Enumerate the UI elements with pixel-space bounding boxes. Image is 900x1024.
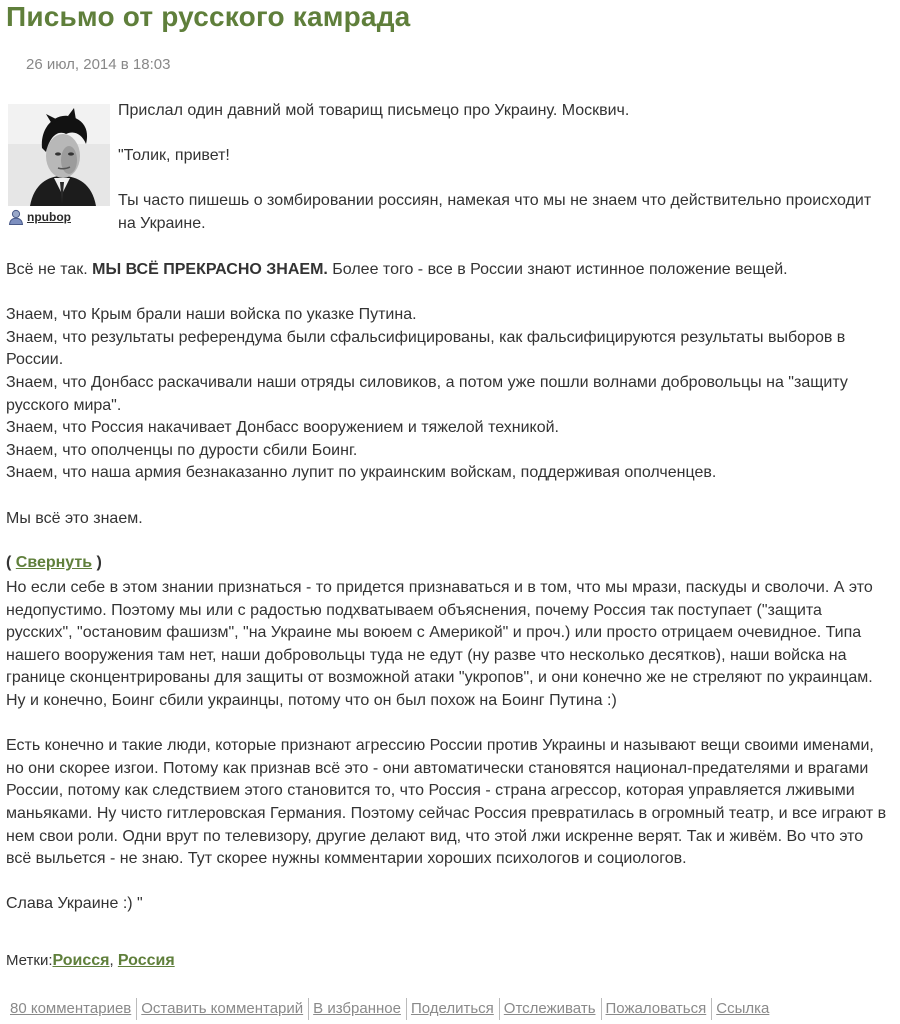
author-avatar[interactable]: [8, 104, 110, 206]
add-comment-link[interactable]: Оставить комментарий: [137, 998, 309, 1020]
permalink-link[interactable]: Ссылка: [716, 1000, 770, 1017]
knows-line: Знаем, что Донбасс раскачивали наши отряды силовиков, а потом уже пошли волнами добровольцы на "защиту русского мира".: [6, 373, 848, 414]
paragraph-a: Но если себе в этом знании признаться - то придется признаваться и в том, что мы мрази, паскуды и сволочи. А это недопустимо. Поэтому мы или с радостью подхватываем объяснения, почему Россия так поступает ("защита русских", "остановим фашизм", "на Украине мы воюем с Америкой" и проч.) или просто отрицаем очевидное. Типа нашего вооружения там нет, наши добровольцы туда не едут (ну разве что несколько десятков), наши войска на границе сконцентрированы для защиты от возможной атаки "укропов", и они конечно же не стреляют по украинцам. Ну и конечно, Боинг сбили украинцы, потому что он был похож на Боинг Путина :): [6, 579, 873, 709]
intro-plain: Всё не так.: [6, 261, 93, 278]
tag-link[interactable]: Россия: [117, 952, 175, 969]
collapse-toggle: ( Свернуть ): [6, 554, 102, 571]
user-icon: [8, 209, 24, 225]
knows-line: Знаем, что Крым брали наши войска по указке Путина.: [6, 306, 417, 324]
lead-line-2: "Толик, привет!: [118, 147, 230, 165]
closing-line: Слава Украине :) ": [6, 895, 143, 913]
knows-line: Знаем, что ополченцы по дурости сбили Боинг.: [6, 441, 358, 459]
tags-label: Метки:: [6, 952, 53, 969]
share-link[interactable]: Поделиться: [407, 998, 500, 1020]
intro-rest: Более того - все в России знают истинное положение вещей.: [327, 261, 788, 278]
author-link[interactable]: npubop: [27, 210, 71, 224]
author-line: [8, 209, 110, 225]
post-actions: [6, 998, 774, 1020]
track-link[interactable]: Отслеживать: [500, 998, 602, 1020]
all-know-line: Мы всё это знаем.: [6, 509, 143, 527]
tag-link[interactable]: Роисся: [52, 952, 110, 969]
intro-paragraph: [6, 259, 888, 282]
report-link[interactable]: Пожаловаться: [602, 998, 713, 1020]
knows-line: Знаем, что наша армия безнаказанно лупит по украинским войскам, поддерживая ополченцев.: [6, 464, 717, 482]
knows-line: Знаем, что результаты референдума были сфальсифицированы, как фальсифицируются результаты выборов в России.: [6, 328, 846, 369]
author-block: [8, 104, 110, 225]
tags-line: Метки:Роисся, Россия: [6, 952, 175, 969]
post-lead: [118, 100, 888, 236]
intro-bold: МЫ ВСЁ ПРЕКРАСНО ЗНАЕМ.: [92, 261, 328, 278]
collapse-link[interactable]: Свернуть: [15, 554, 93, 571]
post-date: 26 июл, 2014 в 18:03: [26, 56, 171, 73]
post-title: Письмо от русского камрада: [6, 1, 411, 32]
lead-line-1: Прислал один давний мой товарищ письмецо про Украину. Москвич.: [118, 102, 630, 119]
add-favorite-link[interactable]: В избранное: [309, 998, 407, 1020]
knows-list: [6, 304, 888, 485]
knows-line: Знаем, что Россия накачивает Донбасс вооружением и тяжелой техникой.: [6, 419, 559, 437]
lead-line-3: Ты часто пишешь о зомбировании россиян, намекая что мы не знаем что действительно происходит на Украине.: [118, 192, 872, 232]
paragraph-b: Есть конечно и такие люди, которые признают агрессию России против Украины и называют вещи своими именами, но они скорее изгои. Потому как признав всё это - они автоматически становятся национал-предателями и врагами России, потому как следствием этого становится то, что Россия - страна агрессор, которая управляется лживыми маньяками. Ну чисто гитлеровская Германия. Поэтому сейчас Россия превратилась в огромный театр, и все играют в нем свои роли. Одни врут по телевизору, другие делают вид, что этой лжи искренне верят. Так и живём. Во что это всё выльется - не знаю. Тут скорее нужны комментарии хороших психологов и социологов.: [6, 737, 887, 868]
post-body-top: [6, 259, 888, 530]
comments-count-link[interactable]: 80 комментариев: [6, 998, 137, 1020]
post-body-bottom: [6, 577, 888, 916]
